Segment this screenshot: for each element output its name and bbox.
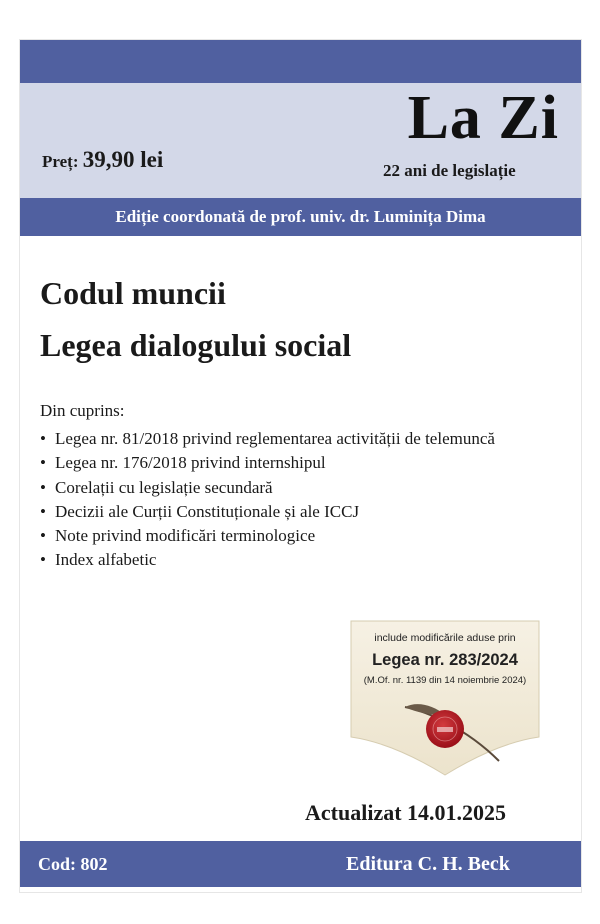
price-value: 39,90 lei	[82, 147, 164, 172]
amendment-law: Legea nr. 283/2024	[372, 651, 518, 669]
amendment-intro: include modificările aduse prin	[374, 632, 516, 644]
list-item: • Index alfabetic	[40, 548, 495, 572]
title-line-1: Codul muncii	[40, 275, 226, 311]
book-code: Cod: 802	[38, 854, 108, 874]
book-title	[40, 273, 351, 376]
list-item: • Legea nr. 81/2018 privind reglementarea activității de telemuncă	[40, 427, 495, 451]
list-item: • Decizii ale Curții Constituționale și ale ICCJ	[40, 500, 495, 524]
list-item: • Legea nr. 176/2018 privind internshipul	[40, 451, 495, 475]
editor-band	[20, 198, 581, 236]
contents-list	[40, 427, 495, 573]
top-band	[20, 40, 581, 83]
publisher: Editura C. H. Beck	[346, 853, 510, 875]
book-cover	[20, 40, 581, 892]
updated-date: Actualizat 14.01.2025	[305, 800, 507, 825]
title-line-2: Legea dialogului social	[40, 326, 352, 363]
list-item: • Corelații cu legislație secundară	[40, 476, 495, 500]
series-logo: La Zi	[407, 84, 559, 152]
amendment-seal-panel	[347, 615, 543, 778]
list-item: • Note privind modificări terminologice	[40, 524, 495, 548]
editor-line: Ediție coordonată de prof. univ. dr. Luminița Dima	[115, 207, 486, 226]
series-tagline: 22 ani de legislație	[383, 161, 516, 180]
contents-heading: Din cuprins:	[40, 401, 125, 420]
price	[42, 147, 163, 173]
wax-seal-icon	[426, 710, 464, 748]
amendment-reference: (M.Of. nr. 1139 din 14 noiembrie 2024)	[363, 675, 527, 686]
bottom-band	[20, 841, 581, 887]
price-label: Preț:	[42, 152, 79, 171]
